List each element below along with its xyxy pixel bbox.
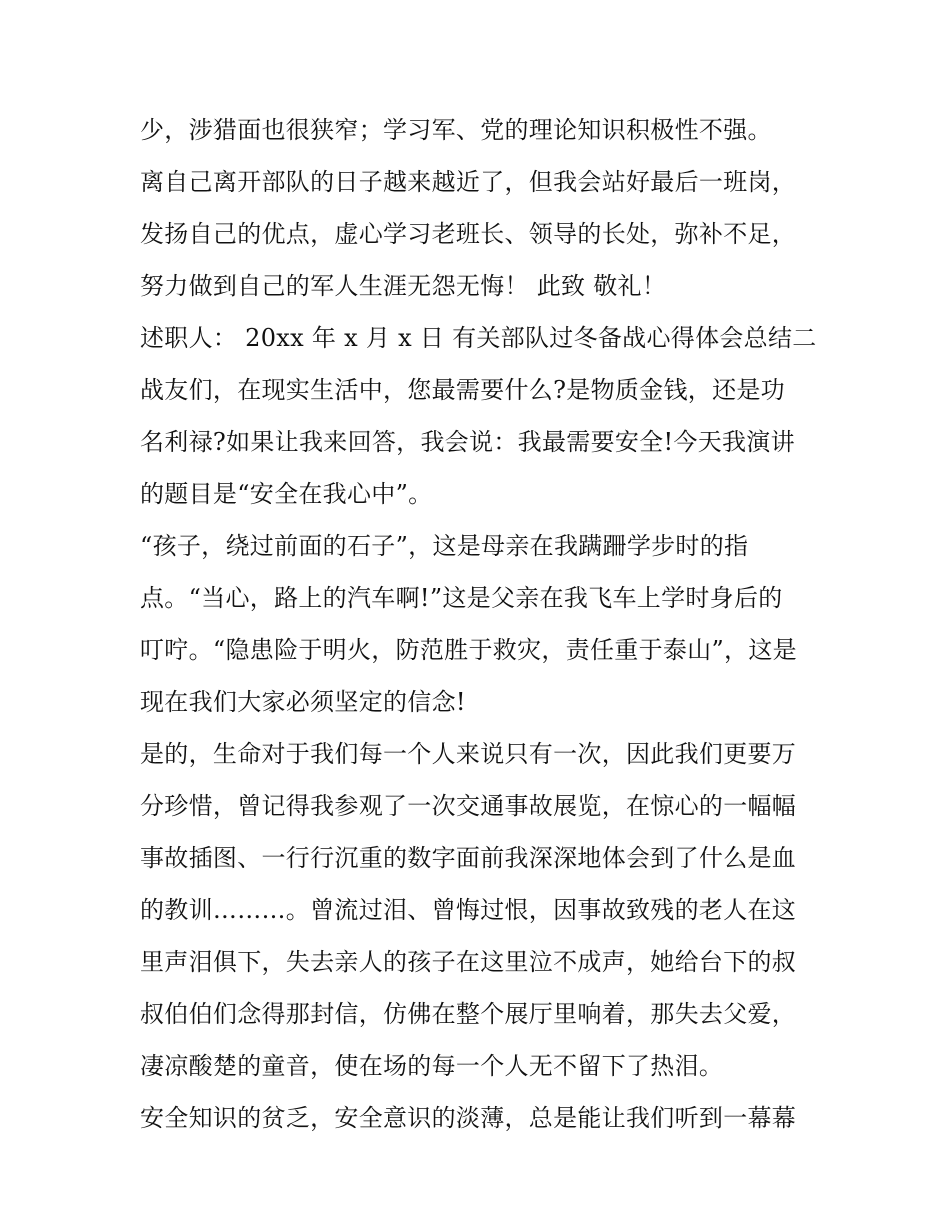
text-line: 是的，生命对于我们每一个人来说只有一次，因此我们更要万	[140, 740, 797, 768]
text-line: 述职人： 20xx 年 x 月 x 日 有关部队过冬备战心得体会总结二	[140, 324, 817, 352]
text-line: “孩子，绕过前面的石子”，这是母亲在我蹒跚学步时的指	[140, 532, 749, 560]
text-line: 战友们，在现实生活中，您最需要什么?是物质金钱，还是功	[140, 376, 785, 404]
text-line: 的教训………。曾流过泪、曾悔过恨，因事故致残的老人在这	[140, 896, 797, 924]
text-line: 现在我们大家必须坚定的信念!	[140, 688, 466, 716]
text-line: 的题目是“安全在我心中”。	[140, 480, 433, 508]
text-line: 叔伯伯们念得那封信，仿佛在整个展厅里响着，那失去父爱，	[140, 1000, 797, 1028]
document-body	[140, 104, 820, 1144]
text-line: 离自己离开部队的日子越来越近了，但我会站好最后一班岗，	[140, 168, 797, 196]
text-line: 点。“当心，路上的汽车啊!”这是父亲在我飞车上学时身后的	[140, 584, 783, 612]
text-line: 分珍惜，曾记得我参观了一次交通事故展览，在惊心的一幅幅	[140, 792, 797, 820]
text-line: 发扬自己的优点，虚心学习老班长、领导的长处，弥补不足，	[140, 220, 797, 248]
text-line: 安全知识的贫乏，安全意识的淡薄，总是能让我们听到一幕幕	[140, 1104, 797, 1132]
text-line: 努力做到自己的军人生涯无怨无悔！ 此致 敬礼！	[140, 272, 667, 300]
text-line: 凄凉酸楚的童音，使在场的每一个人无不留下了热泪。	[140, 1052, 724, 1080]
text-line: 事故插图、一行行沉重的数字面前我深深地体会到了什么是血	[140, 844, 797, 872]
text-line: 名利禄?如果让我来回答，我会说：我最需要安全!今天我演讲	[140, 428, 795, 456]
text-line: 少，涉猎面也很狭窄；学习军、党的理论知识积极性不强。	[140, 116, 772, 144]
text-line: 里声泪俱下，失去亲人的孩子在这里泣不成声，她给台下的叔	[140, 948, 797, 976]
text-line: 叮咛。“隐患险于明火，防范胜于救灾，责任重于泰山”，这是	[140, 636, 797, 664]
